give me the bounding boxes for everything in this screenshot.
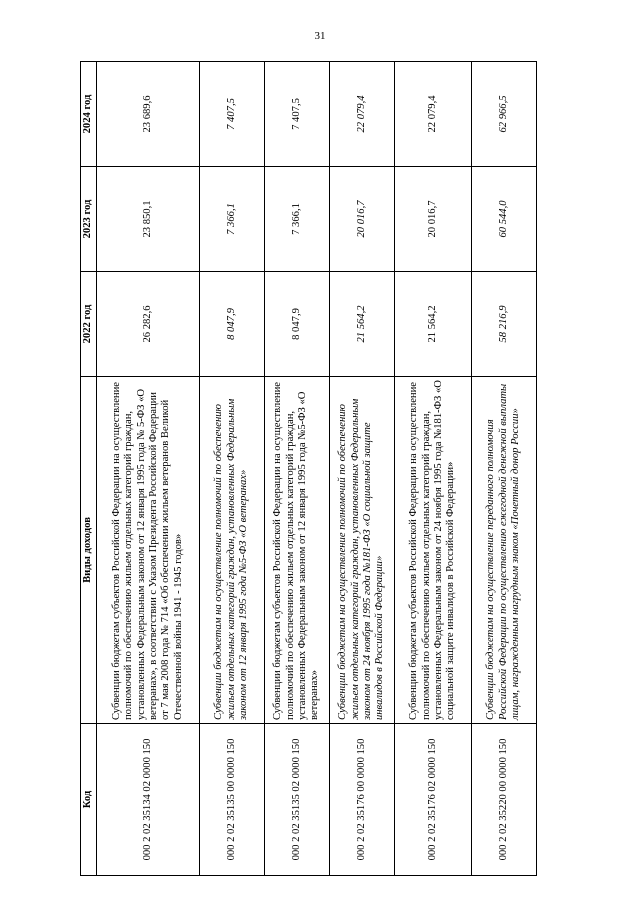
revenue-table [80, 61, 537, 876]
row-description: Субвенции бюджетам субъектов Российской Федерации на осуществление полномочий по обеспечению жильем отдельных категорий граждан, установленных Федеральным законом от 12 января 1995 года №5-ФЗ «О ветеранах» [265, 377, 330, 724]
row-value-2024: 22 079,4 [395, 62, 472, 167]
row-value-2023: 23 850,1 [97, 167, 200, 272]
header-2023: 2023 год [81, 167, 97, 272]
row-value-2023: 20 016,7 [395, 167, 472, 272]
row-code: 000 2 02 35176 00 0000 150 [330, 724, 395, 876]
header-description: Виды доходов [81, 377, 97, 724]
page-number: 31 [314, 30, 326, 42]
row-code: 000 2 02 35135 02 0000 150 [265, 724, 330, 876]
row-value-2022: 21 564,2 [330, 272, 395, 377]
header-2022: 2022 год [81, 272, 97, 377]
header-2024: 2024 год [81, 62, 97, 167]
row-value-2024: 23 689,6 [97, 62, 200, 167]
row-value-2022: 26 282,6 [97, 272, 200, 377]
row-description: Субвенции бюджетам на осуществление полномочий по обеспечению жильем отдельных категорий граждан, установленных Федеральным законом от 24 ноября 1995 года №181-ФЗ «О социальной защите инвалидов в Российской Федерации» [330, 377, 395, 724]
table-row [330, 62, 395, 876]
row-description: Субвенции бюджетам субъектов Российской Федерации на осуществление полномочий по обеспечению жильем отдельных категорий граждан, установленных Федеральным законом от 24 ноября 1995 года №181-ФЗ «О социальной защите инвалидов в Российской Федерации» [395, 377, 472, 724]
row-code: 000 2 02 35134 02 0000 150 [97, 724, 200, 876]
table-row [97, 62, 200, 876]
row-value-2024: 62 966,5 [472, 62, 537, 167]
header-code: Код [81, 724, 97, 876]
row-value-2023: 60 544,0 [472, 167, 537, 272]
table-row [265, 62, 330, 876]
table-row [200, 62, 265, 876]
table-row [395, 62, 472, 876]
row-code: 000 2 02 35176 02 0000 150 [395, 724, 472, 876]
row-value-2024: 7 407,5 [200, 62, 265, 167]
row-code: 000 2 02 35220 00 0000 150 [472, 724, 537, 876]
row-value-2023: 7 366,1 [265, 167, 330, 272]
rotated-table-container [80, 62, 556, 876]
row-value-2022: 21 564,2 [395, 272, 472, 377]
row-value-2022: 58 216,9 [472, 272, 537, 377]
row-code: 000 2 02 35135 00 0000 150 [200, 724, 265, 876]
row-value-2022: 8 047,9 [265, 272, 330, 377]
row-description: Субвенции бюджетам на осуществление полномочий по обеспечению жильем отдельных категорий граждан, установленных Федеральным законом от 12 января 1995 года №5-ФЗ «О ветеранах» [200, 377, 265, 724]
rotated-table-frame [80, 62, 556, 876]
row-value-2024: 7 407,5 [265, 62, 330, 167]
row-value-2023: 20 016,7 [330, 167, 395, 272]
table-header-row [81, 62, 97, 876]
row-description: Субвенции бюджетам на осуществление переданного полномочия Российской Федерации по осуществлению ежегодной денежной выплаты лицам, награжденным нагрудным знаком «Почетный донор России» [472, 377, 537, 724]
row-description: Субвенции бюджетам субъектов Российской Федерации на осуществление полномочий по обеспечению жильем отдельных категорий граждан, установленных Федеральным законом от 12 января 1995 года № 5-ФЗ «О ветеранах», в соответствии с Указом Президента Российской Федерации от 7 мая 2008 года № 714 «Об обеспечении жильем ветеранов Великой Отечественной войны 1941 - 1945 годов» [97, 377, 200, 724]
row-value-2022: 8 047,9 [200, 272, 265, 377]
row-value-2024: 22 079,4 [330, 62, 395, 167]
row-value-2023: 7 366,1 [200, 167, 265, 272]
table-row [472, 62, 537, 876]
